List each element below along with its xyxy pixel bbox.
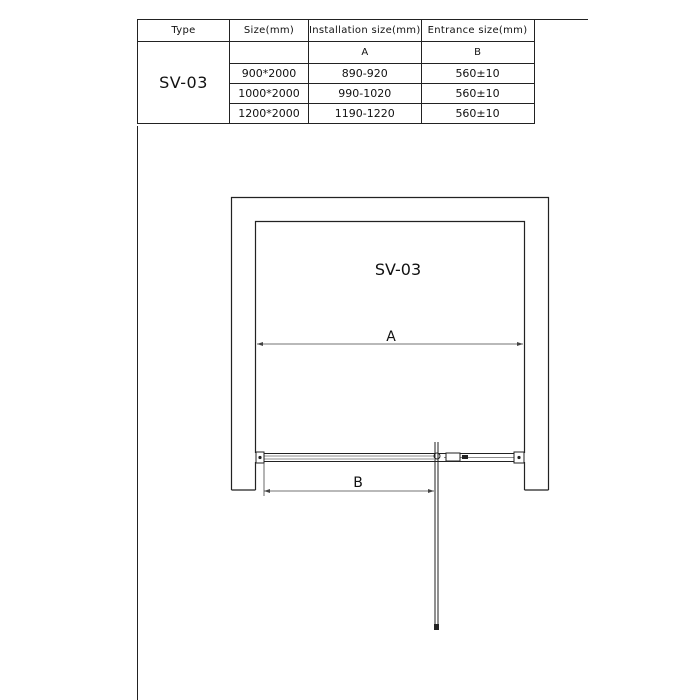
installation-cell: 990-1020: [309, 84, 422, 104]
subheader-a: A: [309, 42, 422, 64]
left-bracket-screw: [258, 456, 261, 459]
header-installation-size: Installation size(mm): [309, 20, 422, 42]
header-type: Type: [138, 20, 230, 42]
dimension-a-label: A: [386, 329, 396, 345]
dimension-b-arrow-right: [428, 489, 434, 493]
door-end-cap: [434, 624, 439, 630]
dimension-a-arrow-right: [517, 342, 523, 346]
drawing-title: SV-03: [374, 260, 422, 279]
entrance-cell: 560±10: [421, 64, 534, 84]
dimension-a-arrow-left: [257, 342, 263, 346]
installation-cell: 890-920: [309, 64, 422, 84]
size-cell: 900*2000: [230, 64, 309, 84]
right-bracket-screw: [517, 456, 520, 459]
subheader-b: B: [421, 42, 534, 64]
door-handle: [446, 453, 460, 461]
header-size: Size(mm): [230, 20, 309, 42]
dimension-b-label: B: [353, 475, 363, 491]
header-entrance-size: Entrance size(mm): [421, 20, 534, 42]
size-cell: 1000*2000: [230, 84, 309, 104]
size-cell: 1200*2000: [230, 104, 309, 124]
model-cell: SV-03: [138, 42, 230, 124]
dimension-b-arrow-left: [264, 489, 270, 493]
door-handle-knob: [462, 455, 468, 459]
installation-cell: 1190-1220: [309, 104, 422, 124]
entrance-cell: 560±10: [421, 104, 534, 124]
entrance-cell: 560±10: [421, 84, 534, 104]
